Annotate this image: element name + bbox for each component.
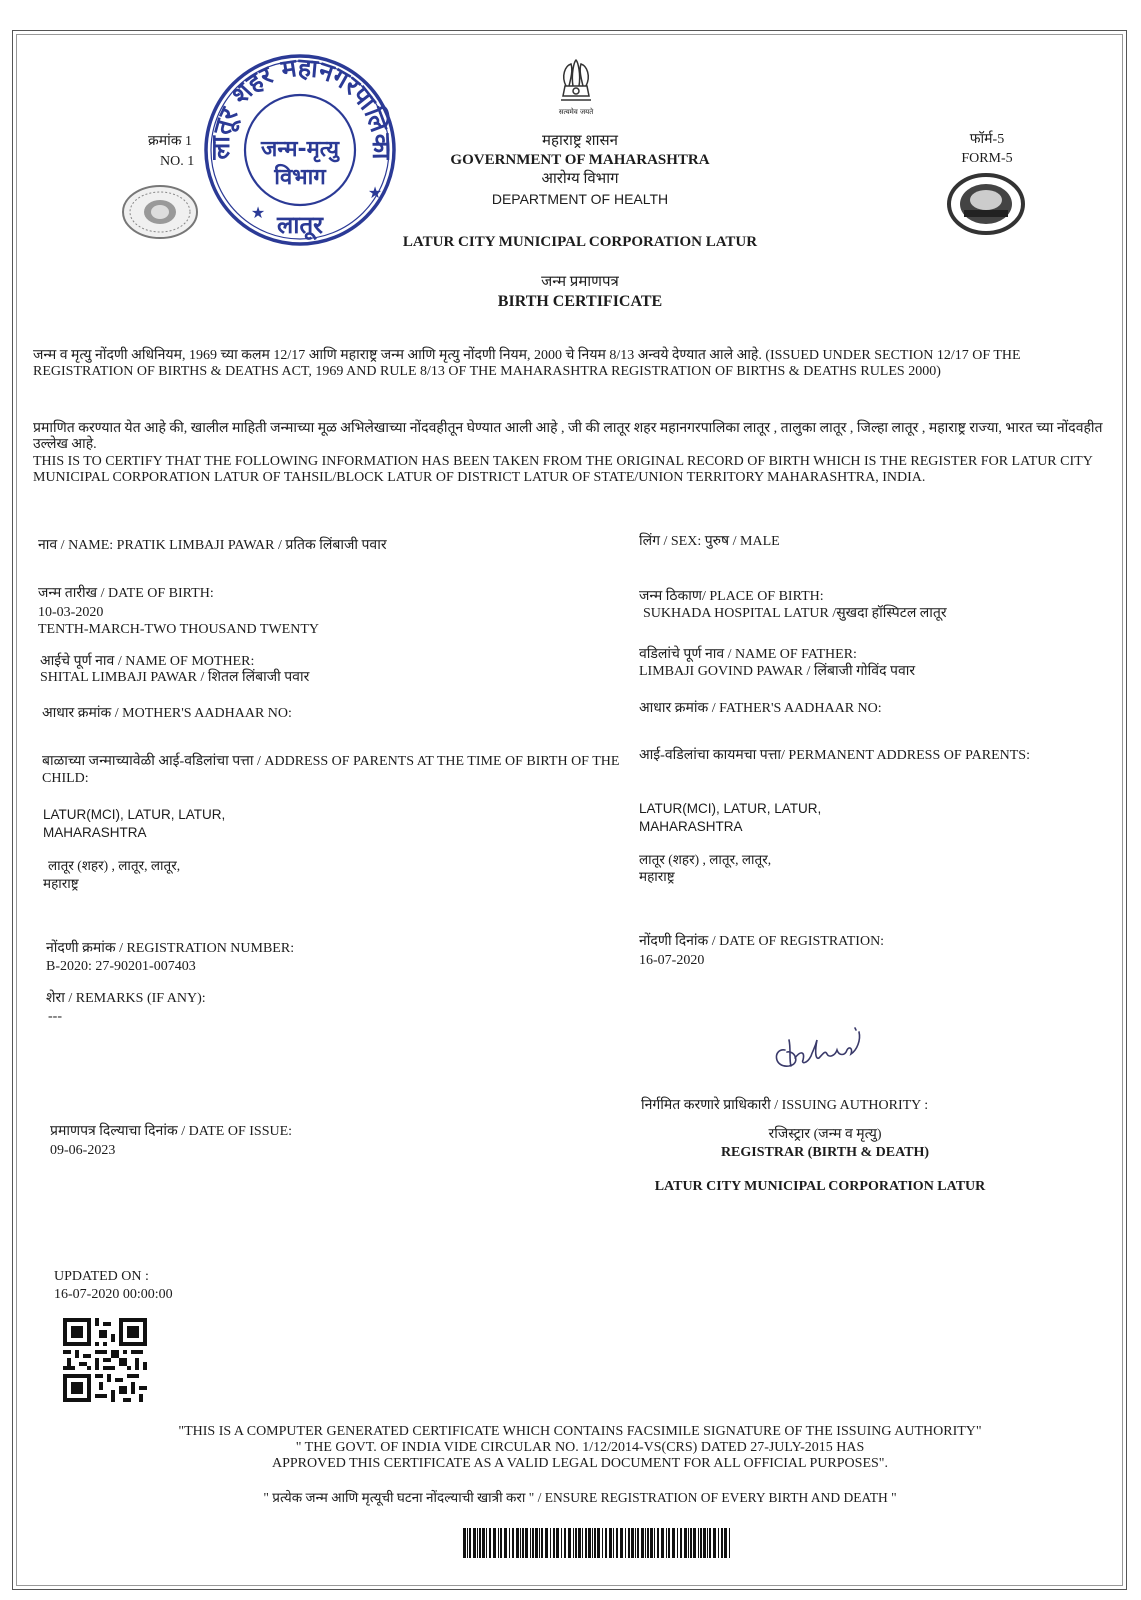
barcode [463, 1528, 733, 1558]
barcode-bar [564, 1528, 566, 1558]
address-birth-label: बाळाच्या जन्माच्यावेळी आई-वडिलांचा पत्ता / ADDRESS OF PARENTS AT THE TIME OF BIRTH OF THE CHILD: [42, 754, 620, 786]
barcode-bar [504, 1528, 507, 1558]
barcode-bar [532, 1528, 534, 1558]
barcode-bar [539, 1528, 540, 1558]
barcode-bar [700, 1528, 702, 1558]
gov-mr: महाराष्ट्र शासन [542, 133, 618, 149]
barcode-bar [530, 1528, 531, 1558]
barcode-bar [473, 1528, 476, 1558]
registration-number-value: B-2020: 27-90201-007403 [46, 959, 196, 974]
qr-code-icon [63, 1318, 147, 1402]
emblem-caption: सत्यमेव जयते [558, 108, 594, 116]
signature [765, 1020, 875, 1079]
barcode-bar [724, 1528, 727, 1558]
footer-line-3: APPROVED THIS CERTIFICATE AS A VALID LEGAL DOCUMENT FOR ALL OFFICIAL PURPOSES". [271, 1456, 889, 1471]
address-permanent-en-1: LATUR(MCI), LATUR, LATUR, [639, 801, 822, 816]
barcode-bar [605, 1528, 607, 1558]
barcode-bar [684, 1528, 687, 1558]
barcode-bar [512, 1528, 514, 1558]
certify-en-text: THIS IS TO CERTIFY THAT THE FOLLOWING INFORMATION HAS BEEN TAKEN FROM THE ORIGINAL RECORD OF BIRTH WHICH IS THE REGISTER FOR LATUR CITY MUNICIPAL CORPORATION LATUR OF TAHSIL/BLOCK LATUR OF DISTRICT LATUR OF STATE/UNION TERRITORY MAHARASHTRA, INDIA. [33, 454, 1093, 485]
issuing-authority-label: निर्गमित करणारे प्राधिकारी / ISSUING AUTHORITY : [641, 1098, 929, 1113]
barcode-bar [666, 1528, 667, 1558]
registration-number-label: नोंदणी क्रमांक / REGISTRATION NUMBER: [46, 941, 295, 956]
barcode-bar [594, 1528, 596, 1558]
barcode-bar [688, 1528, 689, 1558]
barcode-bar [641, 1528, 644, 1558]
svg-text:लातूर: लातूर [277, 211, 323, 239]
remarks-label: शेरा / REMARKS (IF ANY): [46, 991, 206, 1006]
dept-en: DEPARTMENT OF HEALTH [491, 191, 669, 207]
mother-value: SHITAL LIMBAJI PAWAR / शितल लिंबाजी पवार [40, 670, 310, 685]
gov-en: GOVERNMENT OF MAHARASHTRA [450, 152, 710, 168]
barcode-bar [482, 1528, 485, 1558]
right-seal [946, 172, 1026, 240]
address-birth-en-1: LATUR(MCI), LATUR, LATUR, [43, 807, 226, 822]
updated-on-label: UPDATED ON : [54, 1269, 149, 1284]
mother-label: आईचे पूर्ण नाव / NAME OF MOTHER: [40, 654, 255, 669]
place-of-birth-value: SUKHADA HOSPITAL LATUR /सुखदा हॉस्पिटल लातूर [643, 606, 947, 621]
barcode-bar [628, 1528, 630, 1558]
registrar-mr: रजिस्ट्रार (जन्म व मृत्यु) [768, 1127, 882, 1142]
svg-text:लातूर शहर महानगरपालिका: लातूर शहर महानगरपालिका [205, 52, 397, 160]
barcode-bar [575, 1528, 577, 1558]
address-permanent-mr-2: महाराष्ट्र [639, 869, 675, 884]
barcode-bar [467, 1528, 468, 1558]
issued-under-text: जन्म व मृत्यु नोंदणी अधिनियम, 1969 च्या कलम 12/17 आणि महाराष्ट्र जन्म आणि मृत्यु नोंदणी नियम, 2000 चे नियम 8/13 अन्वये देण्यात आले आहे. (ISSUED UNDER SECTION 12/17 OF THE REGISTRATION OF BIRTHS & DEATHS ACT, 1969 AND RULE 8/13 OF THE MAHARASHTRA REGISTRATION OF BIRTHS & DEATHS RULES 2000) [33, 348, 1021, 379]
barcode-bar [535, 1528, 538, 1558]
barcode-bar [489, 1528, 491, 1558]
serial-label-en: NO. 1 [160, 154, 195, 169]
dob-words: TENTH-MARCH-TWO THOUSAND TWENTY [38, 622, 320, 637]
page-title: BIRTH CERTIFICATE [497, 293, 663, 310]
barcode-bar [520, 1528, 521, 1558]
barcode-bar [602, 1528, 603, 1558]
signature-icon [765, 1020, 875, 1075]
barcode-bar [561, 1528, 562, 1558]
svg-text:जन्म-मृत्यु: जन्म-मृत्यु [261, 137, 339, 162]
barcode-bar [635, 1528, 636, 1558]
barcode-bar [654, 1528, 655, 1558]
barcode-bar [677, 1528, 678, 1558]
barcode-bar [609, 1528, 612, 1558]
barcode-bar [709, 1528, 711, 1558]
address-birth-mr-1: लातूर (शहर) , लातूर, लातूर, [48, 858, 181, 873]
sex-field: लिंग / SEX: पुरुष / MALE [639, 534, 780, 549]
barcode-bar [516, 1528, 519, 1558]
updated-on-value: 16-07-2020 00:00:00 [54, 1287, 173, 1302]
barcode-bar [645, 1528, 646, 1558]
barcode-bar [525, 1528, 528, 1558]
barcode-bar [721, 1528, 723, 1558]
barcode-bar [522, 1528, 524, 1558]
department-stamp [200, 50, 400, 250]
footer-line-2: " THE GOVT. OF INDIA VIDE CIRCULAR NO. 1/12/2014-VS(CRS) DATED 27-JULY-2015 HAS [295, 1440, 865, 1455]
barcode-bar [698, 1528, 699, 1558]
barcode-bar [469, 1528, 471, 1558]
certify-mr-text: प्रमाणित करण्यात येत आहे की, खालील माहिती जन्माच्या मूळ अभिलेखाच्या नोंदवहीतून घेण्यात आली आहे , जी की लातूर शहर महानगरपालिका लातूर , तालुका लातूर , जिल्हा लातूर , महाराष्ट्र राज्या, भारत च्या नोंदवहीत उल्लेख आहे. [33, 421, 1103, 452]
name-field: नाव / NAME: PRATIK LIMBAJI PAWAR / प्रतिक लिंबाजी पवार [38, 538, 387, 553]
seal-icon [120, 184, 200, 240]
seal-icon [946, 172, 1026, 236]
barcode-bar [573, 1528, 574, 1558]
barcode-bar [493, 1528, 496, 1558]
barcode-bar [668, 1528, 670, 1558]
barcode-bar [463, 1528, 466, 1558]
barcode-bar [625, 1528, 626, 1558]
barcode-bar [568, 1528, 571, 1558]
barcode-bar [498, 1528, 499, 1558]
barcode-bar [556, 1528, 559, 1558]
corporation-title: LATUR CITY MUNICIPAL CORPORATION LATUR [402, 234, 758, 250]
place-of-birth-label: जन्म ठिकाण/ PLACE OF BIRTH: [639, 589, 824, 604]
barcode-bar [703, 1528, 706, 1558]
father-value: LIMBAJI GOVIND PAWAR / लिंबाजी गोविंद पवार [639, 664, 916, 679]
barcode-bar [718, 1528, 719, 1558]
barcode-bar [477, 1528, 478, 1558]
barcode-bar [713, 1528, 716, 1558]
date-of-issue-label: प्रमाणपत्र दिल्याचा दिनांक / DATE OF ISSUE: [50, 1124, 293, 1139]
barcode-bar [578, 1528, 581, 1558]
form-mr: फॉर्म-5 [969, 132, 1005, 147]
qr-code [63, 1318, 147, 1402]
barcode-bar [657, 1528, 659, 1558]
barcode-bar [479, 1528, 481, 1558]
registration-date-label: नोंदणी दिनांक / DATE OF REGISTRATION: [639, 934, 885, 949]
address-permanent-en-2: MAHARASHTRA [639, 819, 743, 834]
barcode-bar [597, 1528, 600, 1558]
barcode-bar [553, 1528, 555, 1558]
barcode-bar [707, 1528, 708, 1558]
barcode-bar [693, 1528, 696, 1558]
barcode-bar [661, 1528, 664, 1558]
address-birth-mr-2: महाराष्ट्र [43, 876, 79, 891]
national-emblem [551, 56, 601, 116]
barcode-bar [585, 1528, 587, 1558]
svg-text:★: ★ [250, 203, 266, 222]
barcode-bar [680, 1528, 682, 1558]
barcode-bar [509, 1528, 510, 1558]
barcode-bar [541, 1528, 543, 1558]
barcode-bar [592, 1528, 593, 1558]
stamp-icon [200, 50, 400, 250]
address-permanent-mr-1: लातूर (शहर) , लातूर, लातूर, [639, 852, 772, 867]
barcode-bar [690, 1528, 692, 1558]
form-en: FORM-5 [961, 151, 1013, 166]
footer-line-1: "THIS IS A COMPUTER GENERATED CERTIFICATE WHICH CONTAINS FACSIMILE SIGNATURE OF THE ISSUING AUTHORITY" [178, 1424, 982, 1439]
barcode-bar [588, 1528, 591, 1558]
registrar-en: REGISTRAR (BIRTH & DEATH) [720, 1145, 930, 1160]
father-label: वडिलांचे पूर्ण नाव / NAME OF FATHER: [639, 647, 857, 662]
barcode-bar [500, 1528, 502, 1558]
dept-mr: आरोग्य विभाग [541, 171, 619, 187]
barcode-bar [545, 1528, 548, 1558]
svg-text:★: ★ [367, 183, 383, 202]
barcode-bar [613, 1528, 614, 1558]
barcode-bar [620, 1528, 623, 1558]
mother-aadhaar: आधार क्रमांक / MOTHER'S AADHAAR NO: [42, 706, 292, 721]
registration-date-value: 16-07-2020 [639, 953, 705, 968]
barcode-bar [616, 1528, 618, 1558]
barcode-bar [486, 1528, 487, 1558]
ashoka-emblem-icon [551, 56, 601, 104]
barcode-bar [650, 1528, 653, 1558]
barcode-bar [647, 1528, 649, 1558]
left-seal [120, 184, 200, 244]
barcode-bar [582, 1528, 583, 1558]
title-mr: जन्म प्रमाणपत्र [541, 274, 619, 290]
barcode-icon [463, 1528, 733, 1558]
address-permanent-label: आई-वडिलांचा कायमचा पत्ता/ PERMANENT ADDRESS OF PARENTS: [639, 748, 1030, 763]
barcode-bar [672, 1528, 675, 1558]
svg-text:विभाग: विभाग [274, 165, 326, 190]
remarks-value: --- [48, 1009, 62, 1024]
barcode-bar [631, 1528, 634, 1558]
authority-organization: LATUR CITY MUNICIPAL CORPORATION LATUR [654, 1179, 986, 1194]
barcode-bar [550, 1528, 551, 1558]
barcode-bar [637, 1528, 639, 1558]
address-birth-en-2: MAHARASHTRA [43, 825, 147, 840]
father-aadhaar: आधार क्रमांक / FATHER'S AADHAAR NO: [639, 701, 882, 716]
dob-label: जन्म तारीख / DATE OF BIRTH: [38, 586, 214, 601]
serial-label-mr: क्रमांक 1 [148, 134, 193, 149]
dob-value: 10-03-2020 [38, 605, 104, 620]
date-of-issue-value: 09-06-2023 [50, 1143, 116, 1158]
barcode-bar [729, 1528, 730, 1558]
footer-slogan: " प्रत्येक जन्म आणि मृत्यूची घटना नोंदल्याची खात्री करा " / ENSURE REGISTRATION OF EVERY BIRTH AND DEATH " [263, 1490, 897, 1505]
